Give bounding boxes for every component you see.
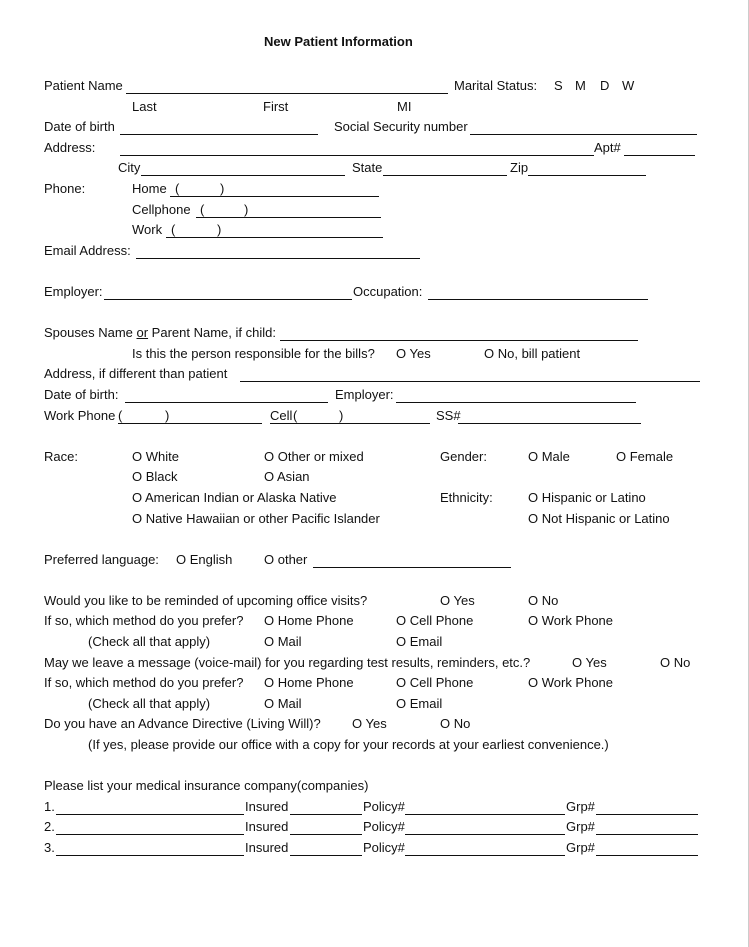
insurance-row-1-company-field[interactable] — [56, 814, 244, 815]
dob-label: Date of birth — [44, 119, 115, 134]
city-label: City — [118, 160, 141, 175]
gender-male-option[interactable]: O Male — [528, 449, 570, 464]
zip-label: Zip — [510, 160, 529, 175]
home-area-close: ) — [220, 181, 225, 196]
cellphone-field[interactable] — [196, 217, 381, 218]
insurance-row-2-policy-field[interactable] — [405, 834, 565, 835]
insurance-label: Please list your medical insurance company(companies) — [44, 778, 369, 793]
reminder-email-option[interactable]: O Email — [396, 634, 443, 649]
spouse-label-b: Parent Name, if child: — [148, 325, 276, 340]
work-area-open: ( — [171, 222, 176, 237]
reminder-cell-phone-option[interactable]: O Cell Phone — [396, 613, 474, 628]
spouse-work-phone-label: Work Phone — [44, 408, 116, 423]
message-mail-option[interactable]: O Mail — [264, 696, 302, 711]
apt-label: Apt# — [594, 140, 621, 155]
address-field[interactable] — [120, 155, 594, 156]
state-field[interactable] — [383, 175, 507, 176]
zip-field[interactable] — [528, 175, 646, 176]
reminder-home-phone-option[interactable]: O Home Phone — [264, 613, 354, 628]
spouse-dob-field[interactable] — [125, 402, 328, 403]
directive-no-option[interactable]: O No — [440, 716, 471, 731]
responsible-no-option[interactable]: O No, bill patient — [484, 346, 581, 361]
name-sub-first: First — [263, 99, 289, 114]
insurance-row-3-company-field[interactable] — [56, 855, 244, 856]
reminder-yes-option[interactable]: O Yes — [440, 593, 475, 608]
spouse-address-field[interactable] — [240, 381, 700, 382]
dob-field[interactable] — [120, 134, 318, 135]
reminder-check-all-note: (Check all that apply) — [88, 634, 211, 649]
email-label: Email Address: — [44, 243, 131, 258]
insurance-row-2-company-field[interactable] — [56, 834, 244, 835]
spouse-work-open: ( — [118, 408, 123, 423]
language-english-option[interactable]: O English — [176, 552, 233, 567]
work-phone-field[interactable] — [166, 237, 383, 238]
race-other-mixed-option[interactable]: O Other or mixed — [264, 449, 364, 464]
message-home-phone-option[interactable]: O Home Phone — [264, 675, 354, 690]
message-check-all-note: (Check all that apply) — [88, 696, 211, 711]
ssn-field[interactable] — [470, 134, 697, 135]
reminder-work-phone-option[interactable]: O Work Phone — [528, 613, 614, 628]
ssn-label: Social Security number — [334, 119, 468, 134]
directive-question: Do you have an Advance Directive (Living Will)? — [44, 716, 321, 731]
insurance-row-2-num: 2. — [44, 819, 55, 834]
insurance-row-3-policy-field[interactable] — [405, 855, 565, 856]
ethnicity-hispanic-option[interactable]: O Hispanic or Latino — [528, 490, 646, 505]
apt-field[interactable] — [624, 155, 695, 156]
cellphone-label: Cellphone — [132, 202, 191, 217]
message-no-option[interactable]: O No — [660, 655, 691, 670]
message-cell-phone-option[interactable]: O Cell Phone — [396, 675, 474, 690]
spouse-employer-label: Employer: — [335, 387, 394, 402]
message-question: May we leave a message (voice-mail) for you regarding test results, reminders, etc.? — [44, 655, 531, 670]
occupation-field[interactable] — [428, 299, 648, 300]
phone-label: Phone: — [44, 181, 86, 196]
language-other-option[interactable]: O other — [264, 552, 308, 567]
race-asian-option[interactable]: O Asian — [264, 469, 310, 484]
insurance-row-1-insured-label: Insured — [245, 799, 289, 814]
message-work-phone-option[interactable]: O Work Phone — [528, 675, 614, 690]
spouse-label-a: Spouses Name — [44, 325, 137, 340]
insurance-row-3-insured-label: Insured — [245, 840, 289, 855]
cell-area-open: ( — [200, 202, 205, 217]
work-phone-label: Work — [132, 222, 163, 237]
spouse-label-or: or — [136, 325, 149, 340]
spouse-work-close: ) — [165, 408, 170, 423]
responsible-yes-option[interactable]: O Yes — [396, 346, 431, 361]
insurance-row-1-grp-label: Grp# — [566, 799, 595, 814]
spouse-name-field[interactable] — [280, 340, 638, 341]
cell-area-close: ) — [244, 202, 249, 217]
insurance-row-1-num: 1. — [44, 799, 55, 814]
marital-option-w[interactable]: W — [622, 78, 635, 93]
race-white-option[interactable]: O White — [132, 449, 179, 464]
marital-option-s[interactable]: S — [554, 78, 563, 93]
spouse-ss-label: SS# — [436, 408, 461, 423]
gender-female-option[interactable]: O Female — [616, 449, 674, 464]
insurance-row-3-grp-field[interactable] — [596, 855, 698, 856]
employer-label: Employer: — [44, 284, 103, 299]
insurance-row-3-insured-field[interactable] — [290, 855, 362, 856]
directive-yes-option[interactable]: O Yes — [352, 716, 387, 731]
reminder-no-option[interactable]: O No — [528, 593, 559, 608]
marital-status-label: Marital Status: — [454, 78, 538, 93]
ethnicity-label: Ethnicity: — [440, 490, 493, 505]
insurance-row-2-insured-label: Insured — [245, 819, 289, 834]
ethnicity-not-hispanic-option[interactable]: O Not Hispanic or Latino — [528, 511, 670, 526]
race-american-indian-option[interactable]: O American Indian or Alaska Native — [132, 490, 337, 505]
spouse-address-label: Address, if different than patient — [44, 366, 228, 381]
spouse-cell-label: Cell — [270, 408, 293, 423]
message-email-option[interactable]: O Email — [396, 696, 443, 711]
spouse-work-phone-field[interactable] — [118, 423, 262, 424]
patient-name-label: Patient Name — [44, 78, 123, 93]
city-field[interactable] — [141, 175, 345, 176]
spouse-ss-field[interactable] — [458, 423, 641, 424]
insurance-row-1-grp-field[interactable] — [596, 814, 698, 815]
insurance-row-2-insured-field[interactable] — [290, 834, 362, 835]
address-label: Address: — [44, 140, 96, 155]
race-black-option[interactable]: O Black — [132, 469, 178, 484]
name-sub-mi: MI — [397, 99, 412, 114]
insurance-row-3-grp-label: Grp# — [566, 840, 595, 855]
home-area-open: ( — [175, 181, 180, 196]
insurance-row-1-insured-field[interactable] — [290, 814, 362, 815]
home-phone-label: Home — [132, 181, 167, 196]
name-sub-last: Last — [132, 99, 157, 114]
state-label: State — [352, 160, 383, 175]
message-yes-option[interactable]: O Yes — [572, 655, 607, 670]
marital-option-d[interactable]: D — [600, 78, 610, 93]
insurance-row-3-policy-label: Policy# — [363, 840, 405, 855]
message-method-question: If so, which method do you prefer? — [44, 675, 244, 690]
reminder-visits-question: Would you like to be reminded of upcoming office visits? — [44, 593, 368, 608]
insurance-row-2-grp-label: Grp# — [566, 819, 595, 834]
reminder-method-question: If so, which method do you prefer? — [44, 613, 244, 628]
directive-note: (If yes, please provide our office with a copy for your records at your earliest convenience.) — [88, 737, 609, 752]
insurance-row-3-num: 3. — [44, 840, 55, 855]
race-native-hawaiian-option[interactable]: O Native Hawaiian or other Pacific Islander — [132, 511, 380, 526]
spouse-name-label — [44, 325, 276, 341]
language-label: Preferred language: — [44, 552, 159, 567]
home-phone-field[interactable] — [170, 196, 379, 197]
insurance-row-1-policy-field[interactable] — [405, 814, 565, 815]
spouse-cell-close: ) — [339, 408, 344, 423]
patient-name-field[interactable] — [126, 93, 448, 94]
gender-label: Gender: — [440, 449, 487, 464]
page-title: New Patient Information — [264, 34, 413, 49]
reminder-mail-option[interactable]: O Mail — [264, 634, 302, 649]
insurance-row-2-grp-field[interactable] — [596, 834, 698, 835]
marital-option-m[interactable]: M — [575, 78, 586, 93]
insurance-row-2-policy-label: Policy# — [363, 819, 405, 834]
spouse-dob-label: Date of birth: — [44, 387, 119, 402]
race-label: Race: — [44, 449, 78, 464]
spouse-cell-field[interactable] — [270, 423, 430, 424]
work-area-close: ) — [217, 222, 222, 237]
employer-field[interactable] — [104, 299, 352, 300]
occupation-label: Occupation: — [353, 284, 423, 299]
spouse-cell-open: ( — [293, 408, 298, 423]
responsible-question: Is this the person responsible for the bills? — [132, 346, 375, 361]
insurance-row-1-policy-label: Policy# — [363, 799, 405, 814]
spouse-employer-field[interactable] — [396, 402, 636, 403]
email-field[interactable] — [136, 258, 420, 259]
language-other-field[interactable] — [313, 567, 511, 568]
